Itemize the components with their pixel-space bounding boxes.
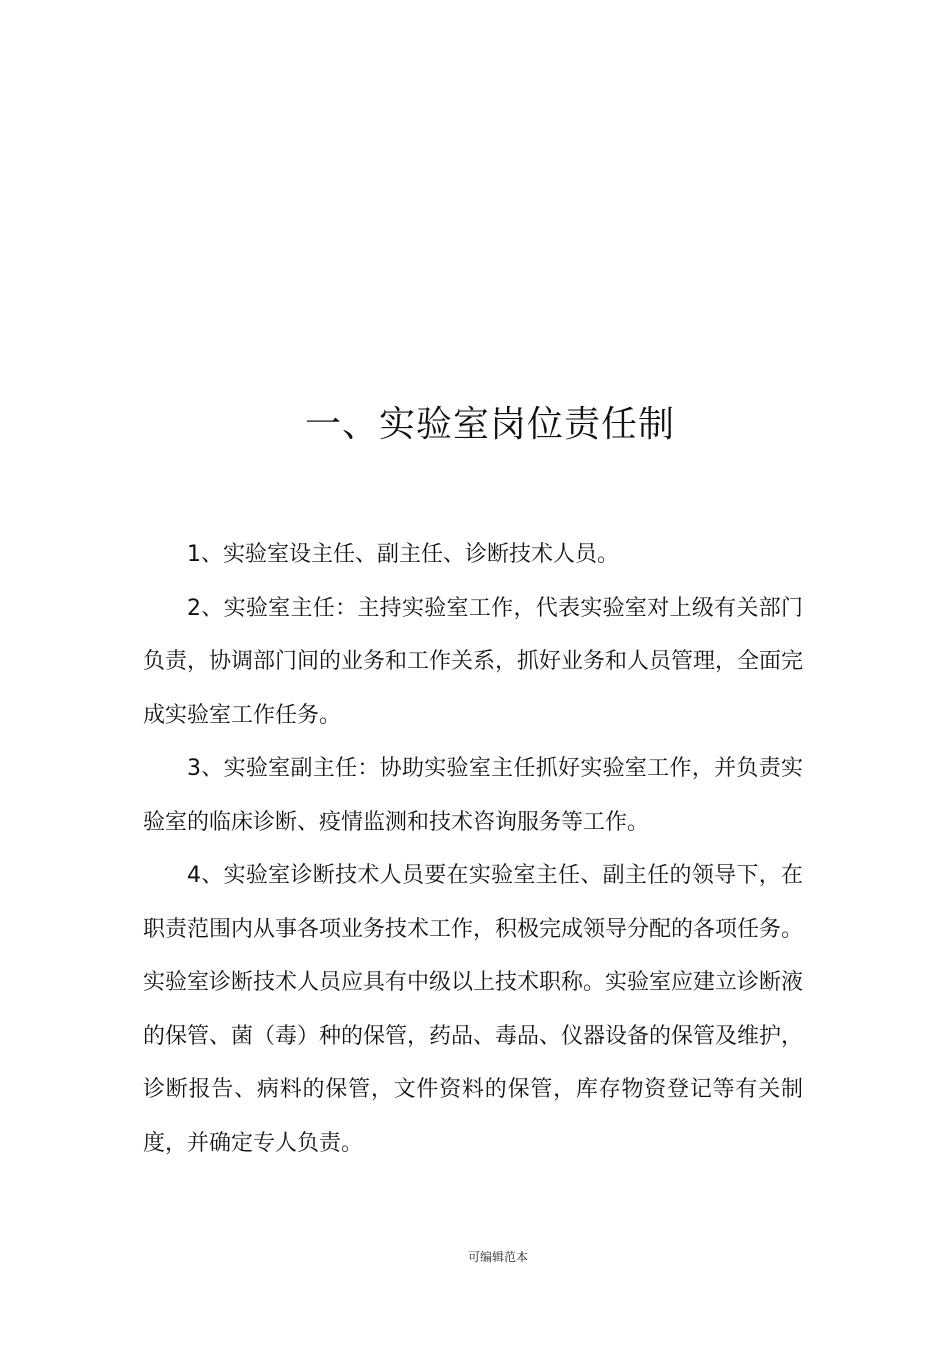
paragraph-2: 2、实验室主任：主持实验室工作，代表实验室对上级有关部门负责，协调部门间的业务和工作关系，抓好业务和人员管理，全面完成实验室工作任务。	[143, 595, 804, 728]
page-footer: 可编辑范本	[467, 1250, 528, 1264]
paragraph-1: 1、实验室设主任、副主任、诊断技术人员。	[187, 542, 619, 567]
document-body	[143, 528, 803, 1170]
document-title: 一、实验室岗位责任制	[304, 404, 675, 445]
paragraph-3: 3、实验室副主任：协助实验室主任抓好实验室工作，并负责实验室的临床诊断、疫情监测和技术咨询服务等工作。	[143, 756, 803, 835]
paragraph-4: 4、实验室诊断技术人员要在实验室主任、副主任的领导下，在职责范围内从事各项业务技术工作，积极完成领导分配的各项任务。实验室诊断技术人员应具有中级以上技术职称。实验室应建立诊断液的保管、菌（毒）种的保管，药品、毒品、仪器设备的保管及维护，诊断报告、病料的保管，文件资料的保管，库存物资登记等有关制度，并确定专人负责。	[143, 863, 804, 1156]
